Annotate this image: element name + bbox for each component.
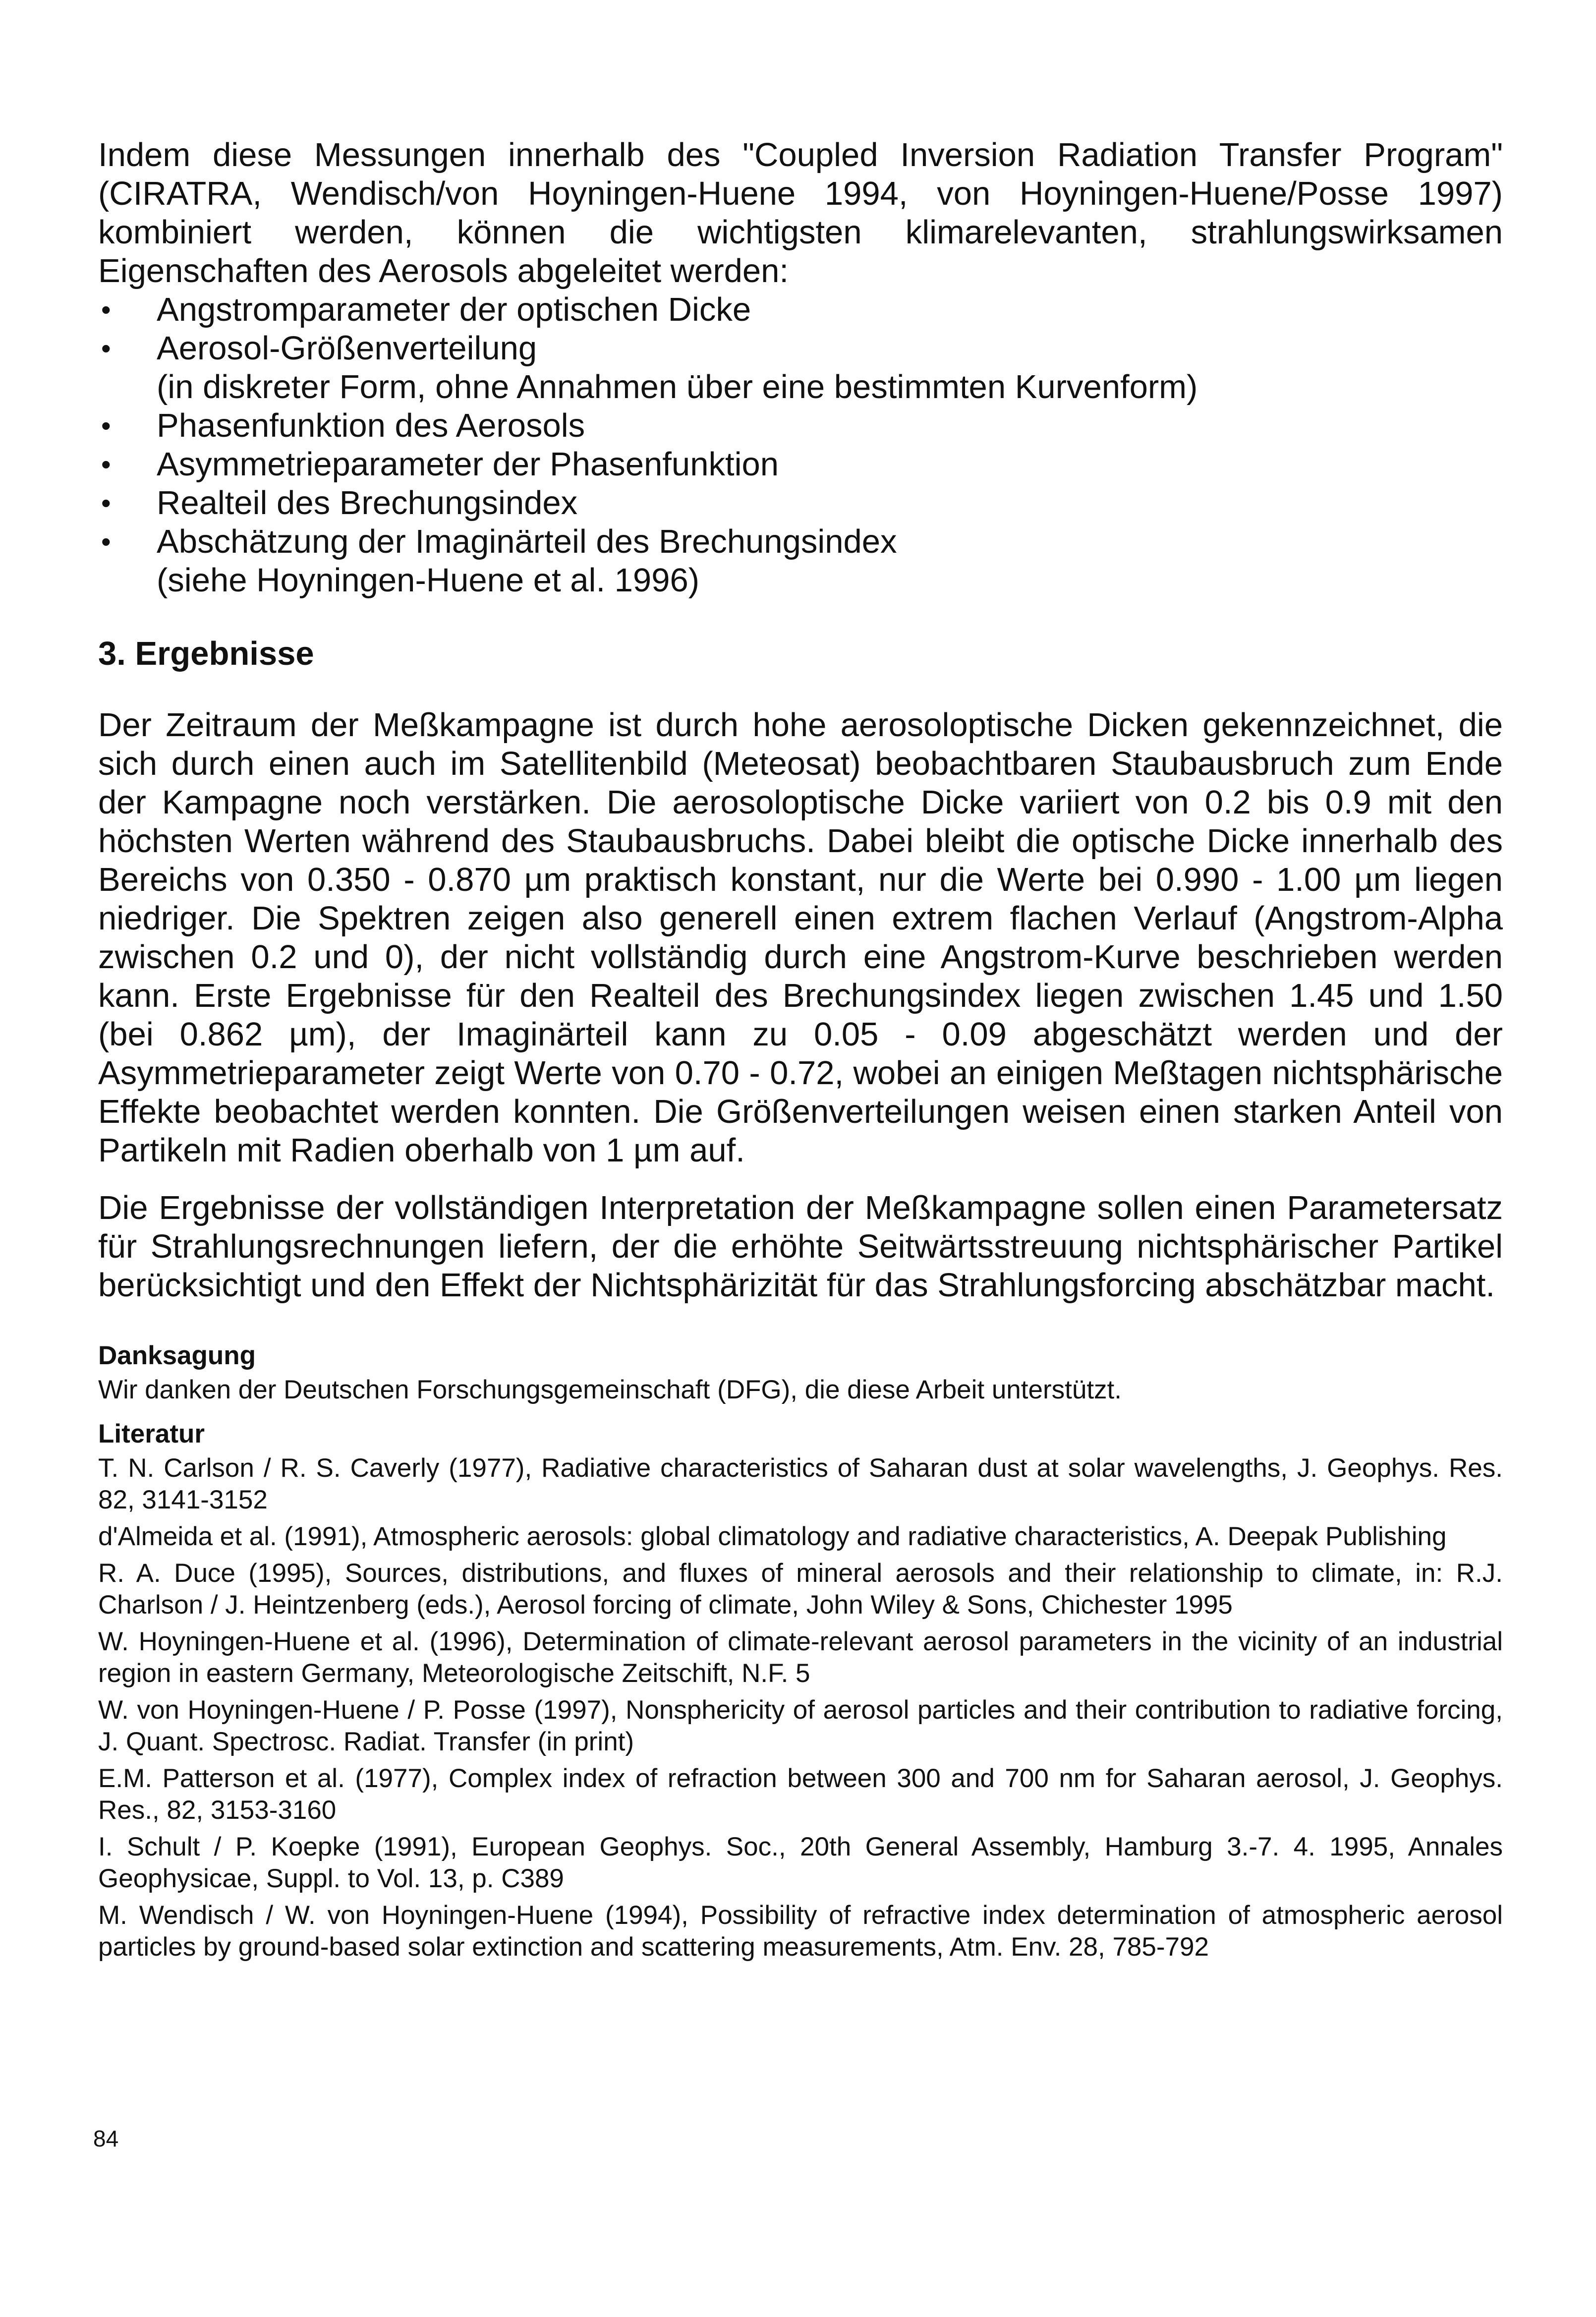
literature-heading: Literatur <box>98 1419 205 1448</box>
list-item-text: Abschätzung der Imaginärteil des Brechungsindex <box>157 523 897 560</box>
page-content <box>98 136 1503 1968</box>
list-item-subtext: (in diskreter Form, ohne Annahmen über eine bestimmten Kurvenform) <box>157 368 1198 405</box>
intro-paragraph: Indem diese Messungen innerhalb des "Coupled Inversion Radiation Transfer Program" (CIRATRA, Wendisch/von Hoyningen-Huene 1994, von Hoyningen-Huene/Posse 1997) kombiniert werden, können die wichtigsten klimarelevanten, strahlungswirksamen Eigenschaften des Aerosols abgeleitet werden: <box>98 136 1503 290</box>
list-item-subtext: (siehe Hoyningen-Huene et al. 1996) <box>157 562 700 599</box>
list-item-text: Angstromparameter der optischen Dicke <box>157 291 751 328</box>
list-item <box>98 290 1503 329</box>
section-heading: 3. Ergebnisse <box>98 635 314 672</box>
list-item-text: Asymmetrieparameter der Phasenfunktion <box>157 446 779 483</box>
list-item-text: Realteil des Brechungsindex <box>157 484 578 521</box>
list-item <box>98 406 1503 445</box>
reference-item: T. N. Carlson / R. S. Caverly (1977), Radiative characteristics of Saharan dust at solar wavelengths, J. Geophys. Res. 82, 3141-3152 <box>98 1453 1503 1514</box>
reference-item: R. A. Duce (1995), Sources, distributions, and fluxes of mineral aerosols and their relationship to climate, in: R.J. Charlson / J. Heintzenberg (eds.), Aerosol forcing of climate, John Wiley & Sons, Chichester 1995 <box>98 1559 1503 1620</box>
list-item <box>98 484 1503 522</box>
bullet-marker: • <box>101 294 111 325</box>
reference-item: M. Wendisch / W. von Hoyningen-Huene (1994), Possibility of refractive index determination of atmospheric aerosol particles by ground-based solar extinction and scattering measurements, Atm. Env. 28, 785-792 <box>98 1901 1503 1962</box>
bullet-marker: • <box>101 449 111 480</box>
bullet-marker: • <box>101 526 111 557</box>
reference-item: I. Schult / P. Koepke (1991), European Geophys. Soc., 20th General Assembly, Hamburg 3.-7. 4. 1995, Annales Geophysicae, Suppl. to Vol. 13, p. C389 <box>98 1832 1503 1893</box>
list-item-text: Phasenfunktion des Aerosols <box>157 407 585 444</box>
list-item-text: Aerosol-Größenverteilung <box>157 330 537 367</box>
bullet-marker: • <box>101 487 111 519</box>
acknowledgement-heading: Danksagung <box>98 1341 256 1370</box>
bullet-marker: • <box>101 410 111 441</box>
reference-item: d'Almeida et al. (1991), Atmospheric aerosols: global climatology and radiative characteristics, A. Deepak Publishing <box>98 1522 1447 1551</box>
reference-list <box>98 1452 1503 1963</box>
acknowledgement-text: Wir danken der Deutschen Forschungsgemeinschaft (DFG), die diese Arbeit unterstützt. <box>98 1375 1122 1404</box>
reference-item: E.M. Patterson et al. (1977), Complex index of refraction between 300 and 700 nm for Saharan aerosol, J. Geophys. Res., 82, 3153-3160 <box>98 1764 1503 1825</box>
property-list <box>98 290 1503 600</box>
reference-item: W. von Hoyningen-Huene / P. Posse (1997), Nonsphericity of aerosol particles and their contribution to radiative forcing, J. Quant. Spectrosc. Radiat. Transfer (in print) <box>98 1695 1503 1756</box>
conclusion-paragraph: Die Ergebnisse der vollständigen Interpretation der Meßkampagne sollen einen Parametersatz für Strahlungsrechnungen liefern, der die erhöhte Seitwärtsstreuung nichtsphärischer Partikel berücksichtigt und den Effekt der Nichtsphärizität für das Strahlungsforcing abschätzbar macht. <box>98 1189 1503 1304</box>
page-number: 84 <box>93 2126 119 2151</box>
results-paragraph: Der Zeitraum der Meßkampagne ist durch hohe aerosoloptische Dicken gekennzeichnet, die sich durch einen auch im Satellitenbild (Meteosat) beobachtbaren Staubausbruch zum Ende der Kampagne noch verstärken. Die aerosoloptische Dicke variiert von 0.2 bis 0.9 mit den höchsten Werten während des Staubausbruchs. Dabei bleibt die optische Dicke innerhalb des Bereichs von 0.350 - 0.870 µm praktisch konstant, nur die Werte bei 0.990 - 1.00 µm liegen niedriger. Die Spektren zeigen also generell einen extrem flachen Verlauf (Angstrom-Alpha zwischen 0.2 und 0), der nicht vollständig durch eine Angstrom-Kurve beschrieben werden kann. Erste Ergebnisse für den Realteil des Brechungsindex liegen zwischen 1.45 und 1.50 (bei 0.862 µm), der Imaginärteil kann zu 0.05 - 0.09 abgeschätzt werden und der Asymmetrieparameter zeigt Werte von 0.70 - 0.72, wobei an einigen Meßtagen nichtsphärische Effekte beobachtet werden konnten. Die Größenverteilungen weisen einen starken Anteil von Partikeln mit Radien oberhalb von 1 µm auf. <box>98 706 1503 1169</box>
list-item <box>98 329 1503 406</box>
list-item <box>98 445 1503 484</box>
reference-item: W. Hoyningen-Huene et al. (1996), Determination of climate-relevant aerosol parameters in the vicinity of an industrial region in eastern Germany, Meteorologische Zeitschift, N.F. 5 <box>98 1627 1503 1688</box>
list-item <box>98 522 1503 600</box>
bullet-marker: • <box>101 333 111 364</box>
